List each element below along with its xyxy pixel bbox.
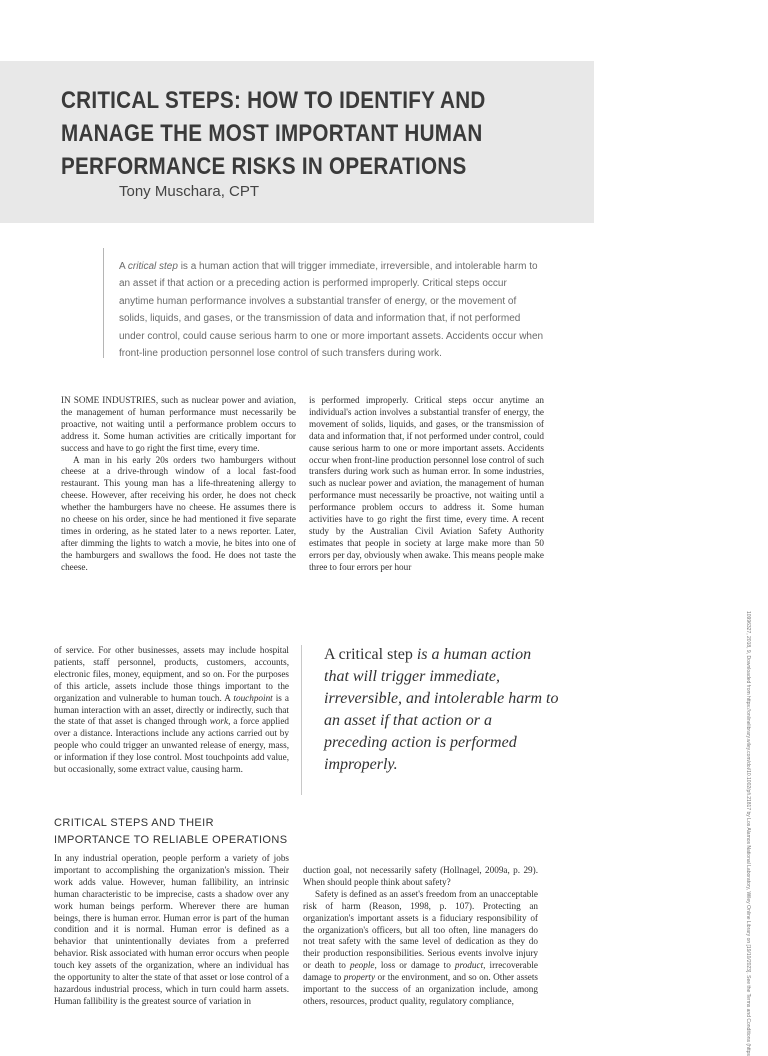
title-line: CRITICAL STEPS: HOW TO IDENTIFY AND	[61, 87, 486, 114]
abstract-text: is a human action that will trigger immediate, irreversible, and intolerable harm to an asset if that action or a preceding action is performed improperly. Critical steps occur anytime human performance involves a substantial transfer of energy, or the movement of solids, liquids, and gases, or the transmission of data and information that, if not performed under control, could cause serious harm to one or more important assets. Accidents occur when front-line production personnel lose control of such transfers during work.	[119, 261, 544, 360]
pullquote-lead: A critical step	[324, 646, 413, 663]
text-run: is a human interaction with an asset, directly or indirectly, such that the state of that asset is changed through	[54, 692, 289, 727]
paragraph: is performed improperly. Critical steps occur anytime an individual's action involves a substantial transfer of energy, the movement of solids, liquids, and gases, or the transmission of data and information that, if not performed under control, could cause serious harm to one or more important assets. Accidents occur when front-line production personnel lose control of such transfers during work such as human error. In some industries, such as nuclear power and aviation, the management of human performance must necessarily be proactive, not waiting until a performance problem occurs to address it. Some human activities have to go right the first time, every time. A recent study by the Australian Civil Aviation Safety Authority estimates that people in society at large make more than 50 errors per day, obviously when awake. This means people make three to four errors per hour	[309, 395, 544, 572]
text-run: , irrecoverable damage to	[303, 960, 538, 983]
term-property: property	[343, 972, 376, 983]
text-run: Safety is defined as an asset's freedom from an unacceptable risk of harm (Reason, 1998, p. 107). Protecting an organization's important assets is a fiduciary responsibility of the organization's officers, but all too often, line managers do not treat safety with the same level of dedication as they do their production responsibilities. Serious events involve injury or death to	[303, 888, 538, 971]
paragraph: duction goal, not necessarily safety (Hollnagel, 2009a, p. 29). When should people think about safety?	[303, 865, 538, 887]
pullquote-text: is a human action that will trigger immediate, irreversible, and intolerable harm to an asset if that action or a preceding action is performed improperly.	[324, 646, 559, 773]
abstract	[119, 258, 544, 362]
body-column-3	[54, 645, 289, 795]
article-title	[61, 84, 508, 183]
body-column-4	[54, 853, 289, 1024]
paragraph	[54, 645, 289, 776]
paragraph: A man in his early 20s orders two hamburgers without cheese at a drive-through window of a local fast-food restaurant. This young man has a life-threatening allergy to cheese. However, after receiving his order, he does not check whether the hamburgers have no cheese. He assumes there is no cheese on his order, since he had mentioned it five separate times in ordering, as he stated later to a news reporter. Later, after dimming the lights to watch a movie, he bites into one of the hamburgers and swallows the food. He does not taste the cheese.	[61, 454, 296, 572]
term-people: people	[349, 960, 375, 971]
text-run: , loss or damage to	[374, 960, 455, 971]
download-side-note: 10996327, 2018, 9, Downloaded from https://onlinelibrary.wiley.com/doi/10.1002/pfi.21817 by Los Alamos National Laboratory, Wiley Online Library on [19/10/2023]. See the Terms and Conditions (https	[745, 611, 751, 1056]
paragraph: In any industrial operation, people perform a variety of jobs important to accomplishing the organization's mission. Their work adds value. However, human fallibility, an intrinsic human characteristic to be imprecise, casts a shadow over any work human beings perform. Wherever there are human beings, there is human error. Human error is part of the human condition and it is normal. Human error is defined as a behavior that unintentionally deviates from a preferred behavior. Risk associated with human error occurs when people touch key assets of the organization, where an individual has the opportunity to alter the state of that asset or lose control of a hazardous industrial process, which in turn could harm assets. Human fallibility is the greatest source of variation in	[54, 853, 289, 1006]
heading-line: IMPORTANCE TO RELIABLE OPERATIONS	[54, 834, 288, 846]
abstract-term: critical step	[127, 261, 178, 272]
title-line: MANAGE THE MOST IMPORTANT HUMAN	[61, 120, 483, 147]
text-run: of service. For other businesses, assets may include hospital patients, staff personnel, products, customers, accounts, electronic files, money, equipment, and so on. For the purposes of this article, assets include those things important to the organization and vulnerable to human touch. A	[54, 645, 289, 703]
pullquote-rule	[301, 645, 302, 795]
term-work: work	[209, 716, 229, 727]
abstract-lead: A	[119, 261, 128, 272]
title-line: PERFORMANCE RISKS IN OPERATIONS	[61, 153, 467, 180]
pull-quote	[324, 644, 559, 776]
heading-line: CRITICAL STEPS AND THEIR	[54, 817, 214, 829]
paragraph	[303, 889, 538, 1008]
body-column-1	[61, 395, 296, 595]
term-product: product	[454, 960, 484, 971]
author-byline: Tony Muschara, CPT	[119, 183, 260, 200]
text-run: or the environment, and so on. Other assets important to the success of an organization include, among others, resources, product quality, regulatory compliance,	[303, 972, 538, 1006]
abstract-rule	[103, 248, 104, 358]
text-run: , a force applied over a distance. Interactions include any actions carried out by people who could trigger an unwanted release of energy, mass, or information if they lose control. Most touchpoints add value, but occasionally, some extract value, causing harm.	[54, 716, 289, 775]
body-column-2	[309, 395, 544, 595]
paragraph: IN SOME INDUSTRIES, such as nuclear power and aviation, the management of human performance must necessarily be proactive, not waiting until a performance problem occurs to address it. Some human activities are critically important for success and have to go right the first time, every time.	[61, 395, 296, 453]
term-touchpoint: touchpoint	[233, 692, 273, 703]
body-column-5	[303, 865, 538, 1024]
section-heading	[54, 815, 314, 849]
